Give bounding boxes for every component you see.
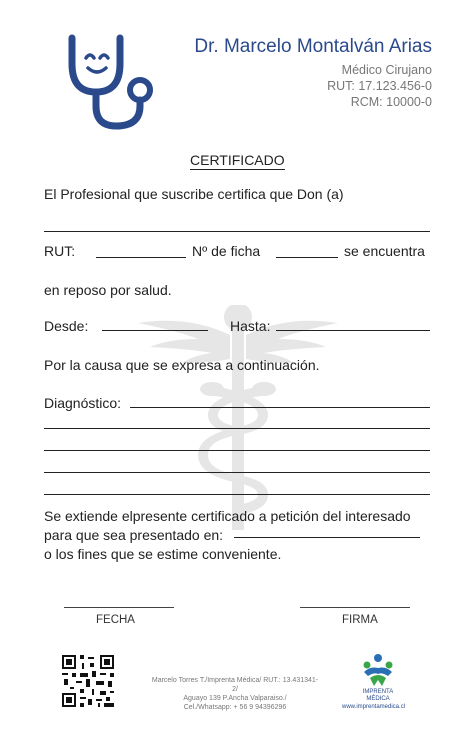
imprenta-url: www.imprentamedica.cl: [342, 704, 406, 710]
hasta-line: [276, 330, 430, 331]
certificate-title: CERTIFICADO: [190, 152, 285, 168]
certifica-text: El Profesional que suscribe certifica que Don (a): [44, 186, 344, 202]
printer-info: [150, 676, 320, 712]
fecha-signature-line: [64, 607, 174, 608]
firma-label: FIRMA: [342, 614, 378, 626]
imprenta-name-2: MÉDICA: [366, 696, 390, 702]
diagnostico-line-5: [44, 494, 430, 495]
ficha-line: [276, 257, 338, 258]
rut-label: RUT:: [44, 243, 76, 259]
encuentra-label: se encuentra: [344, 243, 425, 259]
patient-name-line: [44, 231, 430, 232]
doctor-name: Dr. Marcelo Montalván Arias: [194, 36, 432, 57]
imprenta-name: [355, 689, 401, 703]
doctor-meta: [327, 62, 432, 110]
closing-text-3: o los fines que se estime conveniente.: [44, 546, 282, 562]
doctor-rut: RUT: 17.123.456-0: [327, 79, 432, 93]
printer-line-1: Marcelo Torres T./Imprenta Médica/ RUT.: 13.431341-2/: [151, 677, 319, 693]
imprenta-medica-logo-icon: [360, 652, 396, 688]
caduceus-watermark-icon: [138, 305, 338, 535]
diagnostico-line-3: [44, 450, 430, 451]
printer-line-3: Cel./Whatsapp: + 56 9 94396296: [183, 704, 287, 711]
fecha-label: FECHA: [96, 614, 135, 626]
doctor-specialty: Médico Cirujano: [341, 63, 432, 77]
reposo-text: en reposo por salud.: [44, 282, 172, 298]
imprenta-name-1: IMPRENTA: [362, 689, 394, 695]
diagnostico-line-4: [44, 472, 430, 473]
closing-text-2: para que sea presentado en:: [44, 527, 224, 543]
rut-line: [96, 257, 186, 258]
diagnostico-line: [130, 407, 430, 408]
desde-label: Desde:: [44, 318, 89, 334]
causa-text: Por la causa que se expresa a continuación.: [44, 357, 320, 373]
printer-line-2: Aguayo 139 P.Ancha Valparaiso./: [183, 695, 287, 702]
presentado-line: [234, 537, 420, 538]
firma-signature-line: [300, 607, 410, 608]
closing-text-1: Se extiende elpresente certificado a petición del interesado: [44, 508, 411, 524]
stethoscope-smile-icon: [64, 34, 164, 134]
doctor-rcm: RCM: 10000-0: [350, 95, 432, 109]
diagnostico-line-2: [44, 428, 430, 429]
diagnostico-label: Diagnóstico:: [44, 395, 122, 411]
qr-code-icon: [60, 653, 116, 709]
ficha-label: Nº de ficha: [192, 243, 261, 259]
desde-line: [102, 330, 208, 331]
hasta-label: Hasta:: [230, 318, 271, 334]
